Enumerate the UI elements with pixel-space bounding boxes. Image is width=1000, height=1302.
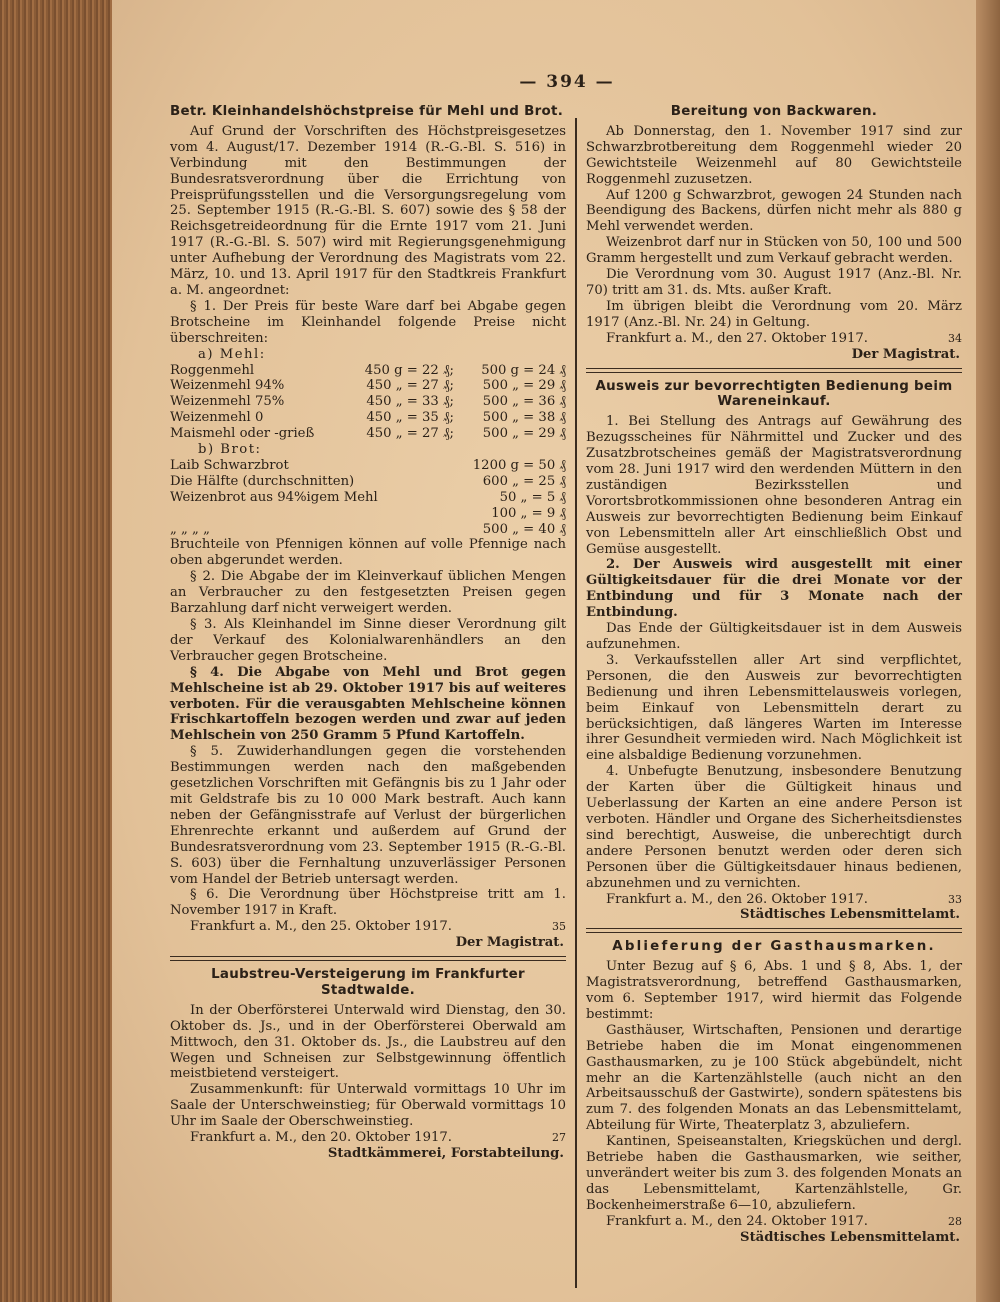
paragraph-bold: § 4. Die Abgabe von Mehl und Brot gegen Mehlscheine ist ab 29. Oktober 1917 bis auf weiteres verboten. Für die verausgabten Mehlscheine können Frischkartoffeln bezogen werden und zwar auf jeden Mehlschein von 250 Gramm 5 Pfund Kartoffeln. <box>170 664 566 744</box>
page-number: — 394 — <box>519 72 615 92</box>
price-500g: 500 „ = 36 ₰ <box>482 394 566 410</box>
paragraph: 3. Verkaufsstellen aller Art sind verpflichtet, Personen, die den Ausweis zur bevorrechtigten Bedienung und ihren Lebensmittelausweis vorlegen, beim Einkauf von Lebensmitteln derart zu berücksichtigen, daß längeres Warten im Interesse ihrer Gesundheit vermieden wird. Nach Möglichkeit ist eine alsbaldige Bedienung vorzunehmen. <box>586 652 962 764</box>
subheading-mehl: a) Mehl: <box>198 346 266 362</box>
book-right-edge <box>976 0 1000 1302</box>
paragraph: Das Ende der Gültigkeitsdauer ist in dem Ausweis aufzunehmen. <box>586 621 962 652</box>
product-name <box>170 506 454 522</box>
book-page-edges <box>0 0 112 1302</box>
price-500g: 500 „ = 29 ₰ <box>482 378 566 394</box>
price-450g: 450 „ = 35 ₰; <box>366 410 454 426</box>
notice-backwaren <box>586 104 962 363</box>
left-column <box>170 100 566 1162</box>
price-value: 100 „ = 9 ₰ <box>491 505 566 521</box>
notice-number: 35 <box>552 920 566 934</box>
price-row <box>170 506 566 522</box>
paragraph: Kantinen, Speiseanstalten, Kriegsküchen und dergl. Betriebe haben die Gasthausmarken, wie seither, unverändert weiter bis zum 3. des folgenden Monats an das Lebensmittelamt, Kartenzählstelle, Gr. Bockenheimerstraße 6—10, abzuliefern. <box>586 1134 962 1213</box>
paragraph: 4. Unbefugte Benutzung, insbesondere Benutzung der Karten über die Gültigkeit hinaus und Ueberlassung der Karten an eine andere Person ist verboten. Händler und Organe des Sicherheitsdienstes sind berechtigt, Ausweise, die unberechtigt durch andere Personen benutzt werden oder deren sich Personen über die Gültigkeitsdauer hinaus bedienen, abzunehmen und zu vernichten. <box>586 764 962 891</box>
product-name: Maismehl oder -grieß <box>170 426 315 442</box>
right-column <box>586 100 962 1246</box>
notice-number: 28 <box>948 1214 962 1228</box>
paragraph: Unter Bezug auf § 6, Abs. 1 und § 8, Abs. 1, der Magistratsverordnung, betreffend Gasthausmarken, vom 6. September 1917, wird hiermit das Folgende bestimmt: <box>586 959 962 1022</box>
price-row <box>170 363 566 379</box>
price-value: 1200 g = 50 ₰ <box>472 457 566 473</box>
notice-gasthausmarken <box>586 939 962 1245</box>
paragraph: Auf 1200 g Schwarzbrot, gewogen 24 Stunden nach Beendigung des Backens, dürfen nicht mehr als 880 g Mehl verwendet werden. <box>586 187 962 235</box>
section-heading: Bereitung von Backwaren. <box>670 104 878 119</box>
signature: Der Magistrat. <box>851 346 960 362</box>
notice-hoechstpreise <box>170 104 566 951</box>
place-date: Frankfurt a. M., den 26. Oktober 1917. <box>606 891 868 907</box>
paragraph: Gasthäuser, Wirtschaften, Pensionen und derartige Betriebe haben die im Monat eingenommenen Gasthausmarken, zu je 100 Stück abgebündelt, nicht mehr an die Kartenzählstelle (auch nicht an den Arbeitsausschuß der Gastwirte), sondern spätestens bis zum 7. des folgenden Monats an das Lebensmittelamt, Abteilung für Wirte, Theaterplatz 3, abzuliefern. <box>586 1022 962 1134</box>
paragraph: Weizenbrot darf nur in Stücken von 50, 100 und 500 Gramm hergestellt und zum Verkauf gebracht werden. <box>586 235 962 267</box>
place-date-row <box>586 892 962 908</box>
price-row <box>170 490 566 506</box>
paragraph: § 2. Die Abgabe der im Kleinverkauf üblichen Mengen an Verbraucher zu den festgesetzten Preisen gegen Barzahlung darf nicht verweigert werden. <box>170 569 566 617</box>
subheading-brot: b) Brot: <box>198 442 262 458</box>
product-name: Weizenmehl 0 <box>170 410 264 426</box>
section-rule <box>170 956 566 961</box>
paragraph: Im übrigen bleibt die Verordnung vom 20. März 1917 (Anz.-Bl. Nr. 24) in Geltung. <box>586 298 962 330</box>
price-row <box>170 458 566 474</box>
paragraph: § 5. Zuwiderhandlungen gegen die vorstehenden Bestimmungen werden nach den maßgebenden gesetzlichen Vorschriften mit Gefängnis bis zu 1 Jahr oder mit Geldstrafe bis zu 10 000 Mark bestraft. Auch kann neben der Gefängnisstrafe auf Verlust der bürgerlichen Ehrenrechte erkannt und außerdem auf Grund der Bundesratsverordnung vom 23. September 1915 (R.-G.-Bl. S. 603) über die Fernhaltung unzuverlässiger Personen vom Handel der Betrieb untersagt werden. <box>170 744 566 887</box>
signature: Stadtkämmerei, Forstabteilung. <box>327 1146 564 1161</box>
notice-ausweis <box>586 379 962 924</box>
price-value: 50 „ = 5 ₰ <box>499 489 566 505</box>
product-name: Laib Schwarzbrot <box>170 457 289 473</box>
price-500g: 500 „ = 29 ₰ <box>482 426 566 442</box>
paragraph: Zusammenkunft: für Unterwald vormittags 10 Uhr im Saale der Unterschweinstieg; für Oberwald vormittags 10 Uhr im Saale der Oberschweinstieg. <box>170 1082 566 1130</box>
place-date-row <box>170 919 566 935</box>
section-heading: Laubstreu-Versteigerung im Frankfurter Stadtwalde. <box>211 967 525 998</box>
paragraph: Auf Grund der Vorschriften des Höchstpreisgesetzes vom 4. August/17. Dezember 1914 (R.-G.-Bl. S. 516) in Verbindung mit den Bestimmungen der Bundesratsverordnung über die Errichtung von Preisprüfungsstellen und die Versorgungsregelung vom 25. September 1915 (R.-G.-Bl. S. 607) sowie des § 58 der Reichsgetreideordnung für die Ernte 1917 vom 21. Juni 1917 (R.-G.-Bl. S. 507) wird mit Regierungsgenehmigung unter Aufhebung der Verordnung des Magistrats vom 22. März, 10. und 13. April 1917 für den Stadtkreis Frankfurt a. M. angeordnet: <box>170 123 566 298</box>
place-date: Frankfurt a. M., den 24. Oktober 1917. <box>606 1213 868 1229</box>
signature: Städtisches Lebensmittelamt. <box>740 907 960 923</box>
product-name: Weizenmehl 94% <box>170 378 285 394</box>
document-page <box>112 0 976 1302</box>
signature: Der Magistrat. <box>455 935 564 951</box>
paragraph: § 6. Die Verordnung über Höchstpreise tritt am 1. November 1917 in Kraft. <box>170 887 566 919</box>
place-date: Frankfurt a. M., den 27. Oktober 1917. <box>606 330 868 346</box>
place-date-row <box>170 1130 566 1146</box>
paragraph: § 3. Als Kleinhandel im Sinne dieser Verordnung gilt der Verkauf des Kolonialwarenhändlers an den Verbraucher gegen Brotscheine. <box>170 617 566 664</box>
notice-number: 34 <box>948 331 962 345</box>
price-500g: 500 g = 24 ₰ <box>481 362 566 378</box>
place-date: Frankfurt a. M., den 25. Oktober 1917. <box>190 919 452 935</box>
price-row <box>170 522 566 538</box>
paragraph: Ab Donnerstag, den 1. November 1917 sind zur Schwarzbrotbereitung dem Roggenmehl wieder 20 Gewichtsteile Weizenmehl auf 80 Gewichtsteile Roggenmehl zuzusetzen. <box>586 123 962 187</box>
notice-laubstreu <box>170 967 566 1162</box>
section-heading: Ablieferung der Gasthausmarken. <box>612 939 936 955</box>
column-divider <box>575 118 577 1288</box>
price-500g: 500 „ = 38 ₰ <box>482 410 566 426</box>
product-name: Weizenmehl 75% <box>170 394 285 410</box>
place-date-row <box>586 331 962 347</box>
price-row <box>170 426 566 442</box>
price-450g: 450 g = 22 ₰; <box>364 362 454 378</box>
price-value: 500 „ = 40 ₰ <box>482 521 566 537</box>
section-heading: Betr. Kleinhandelshöchstpreise für Mehl und Brot. <box>170 104 564 119</box>
place-date: Frankfurt a. M., den 20. Oktober 1917. <box>190 1130 452 1146</box>
section-rule <box>586 928 962 933</box>
paragraph-bold: 2. Der Ausweis wird ausgestellt mit einer Gültigkeitsdauer für die drei Monate vor der Entbindung und für 3 Monate nach der Entbindung. <box>586 557 962 621</box>
price-value: 600 „ = 25 ₰ <box>482 473 566 489</box>
paragraph: 1. Bei Stellung des Antrags auf Gewährung des Bezugsscheines für Nährmittel und Zucker und des Zusatzbrotscheines gemäß der Magistratsverordnung vom 28. Juni 1917 wird den werdenden Müttern in den zuständigen Bezirksstellen und Vorortsbrotkommissionen ohne besonderen Antrag ein Ausweis zur bevorrechtigten Bedienung beim Einkauf von Lebensmitteln aller Art einschließlich Obst und Gemüse ausgestellt. <box>586 414 962 557</box>
product-name: „ „ „ „ <box>170 521 210 537</box>
price-table-brot <box>170 458 566 538</box>
price-450g: 450 „ = 33 ₰; <box>366 394 454 410</box>
price-row <box>170 474 566 490</box>
price-450g: 450 „ = 27 ₰; <box>366 378 454 394</box>
product-name: Weizenbrot aus 94%igem Mehl <box>170 489 378 505</box>
notice-number: 33 <box>948 892 962 906</box>
product-name: Roggenmehl <box>170 362 255 378</box>
section-rule <box>586 368 962 373</box>
product-name: Die Hälfte (durchschnitten) <box>170 473 355 489</box>
price-table-mehl <box>170 363 566 443</box>
paragraph: Bruchteile von Pfennigen können auf volle Pfennige nach oben abgerundet werden. <box>170 537 566 569</box>
price-row <box>170 394 566 410</box>
paragraph: § 1. Der Preis für beste Ware darf bei Abgabe gegen Brotscheine im Kleinhandel folgende Preise nicht überschreiten: <box>170 298 566 346</box>
price-row <box>170 378 566 394</box>
paragraph: In der Oberförsterei Unterwald wird Dienstag, den 30. Oktober ds. Js., und in der Oberförsterei Oberwald am Mittwoch, den 31. Oktober ds. Js., die Laubstreu auf den Wegen und Schneisen zur Selbstgewinnung öffentlich meistbietend versteigert. <box>170 1002 566 1082</box>
price-row <box>170 410 566 426</box>
section-heading: Ausweis zur bevorrechtigten Bedienung beim Wareneinkauf. <box>595 378 953 410</box>
place-date-row <box>586 1214 962 1230</box>
signature: Städtisches Lebensmittelamt. <box>740 1229 960 1245</box>
price-450g: 450 „ = 27 ₰; <box>366 426 454 442</box>
notice-number: 27 <box>552 1131 566 1145</box>
paragraph: Die Verordnung vom 30. August 1917 (Anz.-Bl. Nr. 70) tritt am 31. ds. Mts. außer Kraft. <box>586 267 962 298</box>
